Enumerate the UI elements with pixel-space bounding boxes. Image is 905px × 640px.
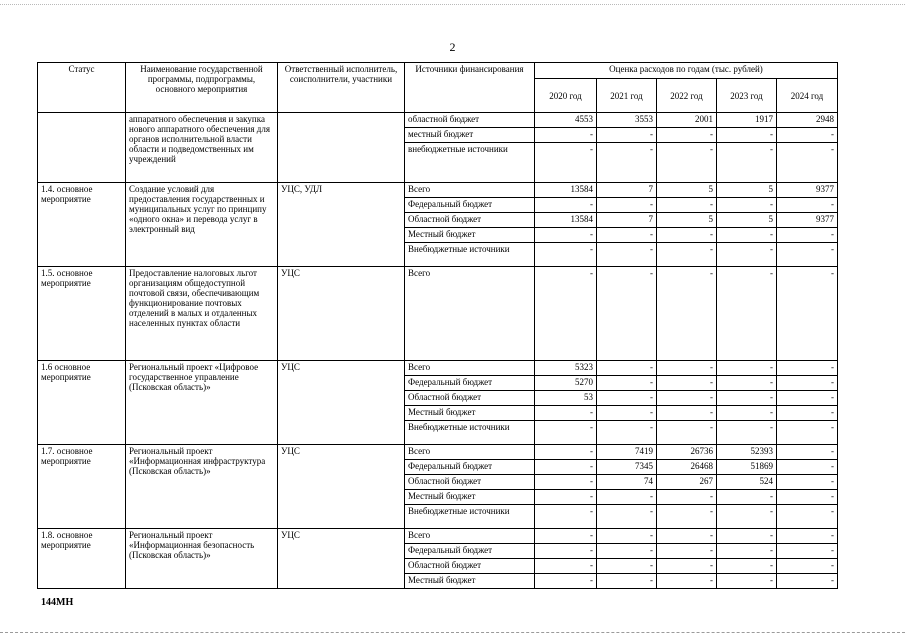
name-cell: Региональный проект «Информационная инфраструктура (Псковская область)»: [126, 445, 278, 529]
header-year-2020: 2020 год: [535, 79, 597, 113]
source-cell: Местный бюджет: [405, 228, 535, 243]
source-cell: Внебюджетные источники: [405, 421, 535, 445]
value-cell: -: [657, 421, 717, 445]
responsible-cell: [278, 113, 405, 183]
source-cell: Областной бюджет: [405, 475, 535, 490]
value-cell: 13584: [535, 183, 597, 198]
table-row: [38, 445, 838, 460]
value-cell: -: [535, 445, 597, 460]
header-year-2024: 2024 год: [777, 79, 838, 113]
table-row: [38, 529, 838, 544]
value-cell: -: [777, 559, 838, 574]
responsible-cell: УЦС, УДЛ: [278, 183, 405, 267]
value-cell: 74: [597, 475, 657, 490]
value-cell: -: [657, 198, 717, 213]
value-cell: 7345: [597, 460, 657, 475]
value-cell: 9377: [777, 213, 838, 228]
value-cell: 52393: [717, 445, 777, 460]
value-cell: 13584: [535, 213, 597, 228]
value-cell: 53: [535, 391, 597, 406]
value-cell: -: [777, 376, 838, 391]
value-cell: -: [657, 228, 717, 243]
source-cell: Всего: [405, 361, 535, 376]
source-cell: Внебюджетные источники: [405, 505, 535, 529]
header-year-2023: 2023 год: [717, 79, 777, 113]
value-cell: -: [777, 267, 838, 361]
value-cell: -: [535, 490, 597, 505]
value-cell: -: [657, 544, 717, 559]
source-cell: Внебюджетные источники: [405, 243, 535, 267]
value-cell: -: [717, 228, 777, 243]
value-cell: -: [597, 490, 657, 505]
value-cell: 5323: [535, 361, 597, 376]
value-cell: -: [657, 490, 717, 505]
source-cell: Областной бюджет: [405, 213, 535, 228]
value-cell: -: [657, 574, 717, 589]
value-cell: -: [717, 529, 777, 544]
source-cell: Всего: [405, 529, 535, 544]
value-cell: 4553: [535, 113, 597, 128]
header-estimate: Оценка расходов по годам (тыс. рублей): [535, 63, 838, 79]
page-number: 2: [449, 40, 456, 54]
header-year-2021: 2021 год: [597, 79, 657, 113]
value-cell: 51869: [717, 460, 777, 475]
value-cell: -: [657, 391, 717, 406]
value-cell: -: [597, 376, 657, 391]
value-cell: -: [717, 243, 777, 267]
status-cell: [38, 113, 126, 183]
value-cell: -: [717, 574, 777, 589]
value-cell: -: [777, 406, 838, 421]
value-cell: -: [535, 460, 597, 475]
value-cell: -: [657, 243, 717, 267]
source-cell: местный бюджет: [405, 128, 535, 143]
value-cell: -: [657, 361, 717, 376]
value-cell: -: [777, 544, 838, 559]
value-cell: 5270: [535, 376, 597, 391]
value-cell: 7419: [597, 445, 657, 460]
source-cell: Федеральный бюджет: [405, 544, 535, 559]
value-cell: -: [717, 505, 777, 529]
value-cell: -: [535, 128, 597, 143]
value-cell: 5: [717, 213, 777, 228]
value-cell: -: [535, 559, 597, 574]
source-cell: Областной бюджет: [405, 559, 535, 574]
value-cell: -: [597, 544, 657, 559]
budget-table: [37, 62, 838, 589]
value-cell: 26468: [657, 460, 717, 475]
value-cell: -: [777, 505, 838, 529]
value-cell: -: [535, 529, 597, 544]
table-row: [38, 361, 838, 376]
value-cell: -: [657, 267, 717, 361]
value-cell: 5: [657, 213, 717, 228]
status-cell: 1.4. основное мероприятие: [38, 183, 126, 267]
value-cell: -: [777, 529, 838, 544]
value-cell: -: [717, 128, 777, 143]
header-responsible: Ответственный исполнитель, соисполнители, участники: [278, 63, 405, 113]
value-cell: -: [597, 267, 657, 361]
value-cell: -: [717, 143, 777, 183]
value-cell: -: [597, 128, 657, 143]
name-cell: Региональный проект «Цифровое государственное управление (Псковская область)»: [126, 361, 278, 445]
table-body: [38, 113, 838, 589]
value-cell: -: [777, 198, 838, 213]
value-cell: -: [597, 505, 657, 529]
source-cell: Местный бюджет: [405, 406, 535, 421]
value-cell: -: [657, 559, 717, 574]
table-row: [38, 113, 838, 128]
value-cell: -: [777, 228, 838, 243]
header-name: Наименование государственной программы, подпрограммы, основного мероприятия: [126, 63, 278, 113]
header-status: Статус: [38, 63, 126, 113]
name-cell: Создание условий для предоставления государственных и муниципальных услуг по принципу «одного окна» и перевода услуг в электронный вид: [126, 183, 278, 267]
header-year-2022: 2022 год: [657, 79, 717, 113]
responsible-cell: УЦС: [278, 267, 405, 361]
value-cell: -: [717, 267, 777, 361]
value-cell: 5: [717, 183, 777, 198]
value-cell: -: [777, 445, 838, 460]
value-cell: -: [717, 376, 777, 391]
value-cell: -: [535, 544, 597, 559]
value-cell: -: [597, 574, 657, 589]
value-cell: 2001: [657, 113, 717, 128]
value-cell: -: [535, 198, 597, 213]
value-cell: -: [777, 460, 838, 475]
value-cell: -: [717, 559, 777, 574]
value-cell: -: [535, 228, 597, 243]
value-cell: -: [657, 143, 717, 183]
value-cell: 2948: [777, 113, 838, 128]
value-cell: -: [717, 406, 777, 421]
responsible-cell: УЦС: [278, 361, 405, 445]
value-cell: 26736: [657, 445, 717, 460]
value-cell: 5: [657, 183, 717, 198]
value-cell: -: [777, 243, 838, 267]
source-cell: Всего: [405, 445, 535, 460]
value-cell: 3553: [597, 113, 657, 128]
value-cell: 7: [597, 213, 657, 228]
source-cell: Местный бюджет: [405, 490, 535, 505]
value-cell: -: [777, 128, 838, 143]
value-cell: -: [535, 421, 597, 445]
footer-code: 144МН: [41, 597, 74, 608]
value-cell: -: [777, 421, 838, 445]
value-cell: -: [535, 574, 597, 589]
value-cell: 7: [597, 183, 657, 198]
value-cell: -: [535, 243, 597, 267]
value-cell: -: [777, 143, 838, 183]
value-cell: -: [597, 228, 657, 243]
table-row: [38, 267, 838, 361]
value-cell: -: [717, 544, 777, 559]
value-cell: 1917: [717, 113, 777, 128]
value-cell: -: [535, 143, 597, 183]
value-cell: -: [597, 406, 657, 421]
status-cell: 1.6 основное мероприятие: [38, 361, 126, 445]
value-cell: -: [717, 490, 777, 505]
table-row: [38, 183, 838, 198]
value-cell: -: [535, 406, 597, 421]
value-cell: -: [535, 475, 597, 490]
bottom-scan-edge: [0, 632, 905, 633]
value-cell: -: [777, 574, 838, 589]
source-cell: Федеральный бюджет: [405, 460, 535, 475]
source-cell: Всего: [405, 267, 535, 361]
name-cell: аппаратного обеспечения и закупка нового аппаратного обеспечения для органов исполнительной власти области и подведомственных им учреждений: [126, 113, 278, 183]
value-cell: -: [717, 361, 777, 376]
value-cell: -: [777, 490, 838, 505]
value-cell: -: [597, 529, 657, 544]
value-cell: -: [597, 559, 657, 574]
value-cell: -: [597, 421, 657, 445]
source-cell: областной бюджет: [405, 113, 535, 128]
value-cell: 267: [657, 475, 717, 490]
value-cell: -: [717, 391, 777, 406]
value-cell: 524: [717, 475, 777, 490]
value-cell: -: [777, 391, 838, 406]
source-cell: Всего: [405, 183, 535, 198]
responsible-cell: УЦС: [278, 445, 405, 529]
value-cell: -: [717, 198, 777, 213]
name-cell: Предоставление налоговых льгот организациям общедоступной почтовой связи, обеспечивающим функционирование почтовых отделений в малых и отдаленных населенных пунктах области: [126, 267, 278, 361]
source-cell: Федеральный бюджет: [405, 376, 535, 391]
value-cell: -: [597, 198, 657, 213]
source-cell: Местный бюджет: [405, 574, 535, 589]
value-cell: -: [657, 529, 717, 544]
value-cell: -: [777, 475, 838, 490]
name-cell: Региональный проект «Информационная безопасность (Псковская область)»: [126, 529, 278, 589]
value-cell: -: [657, 406, 717, 421]
source-cell: Областной бюджет: [405, 391, 535, 406]
value-cell: -: [777, 361, 838, 376]
value-cell: -: [717, 421, 777, 445]
value-cell: -: [597, 243, 657, 267]
value-cell: -: [535, 267, 597, 361]
value-cell: -: [597, 143, 657, 183]
value-cell: -: [657, 128, 717, 143]
top-scan-edge: [0, 4, 905, 5]
value-cell: -: [597, 361, 657, 376]
status-cell: 1.8. основное мероприятие: [38, 529, 126, 589]
value-cell: -: [535, 505, 597, 529]
value-cell: -: [597, 391, 657, 406]
source-cell: Федеральный бюджет: [405, 198, 535, 213]
status-cell: 1.5. основное мероприятие: [38, 267, 126, 361]
value-cell: -: [657, 376, 717, 391]
value-cell: -: [657, 505, 717, 529]
header-sources: Источники финансирования: [405, 63, 535, 113]
value-cell: 9377: [777, 183, 838, 198]
responsible-cell: УЦС: [278, 529, 405, 589]
status-cell: 1.7. основное мероприятие: [38, 445, 126, 529]
source-cell: внебюджетные источники: [405, 143, 535, 183]
